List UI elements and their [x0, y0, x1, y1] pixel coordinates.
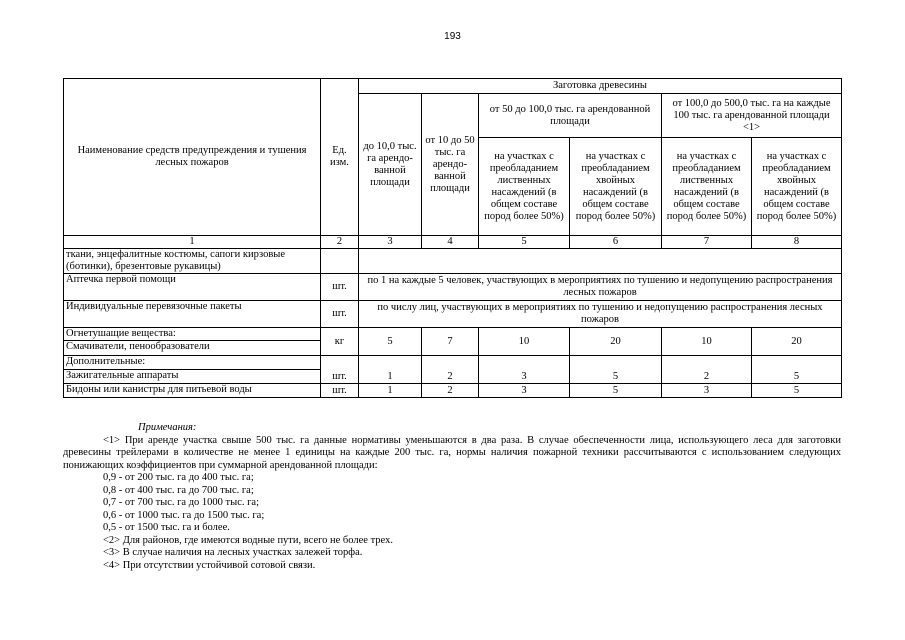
norms-table	[63, 78, 842, 398]
row-water-cans-value: 5	[570, 384, 662, 398]
coefficient-item: 0,8 - от 400 тыс. га до 700 тыс. га;	[103, 484, 254, 496]
notes-section	[63, 422, 841, 572]
row-wetting-agents-value: 7	[422, 328, 479, 356]
column-number: 1	[64, 236, 321, 249]
row-igniters-value: 1	[359, 356, 422, 384]
row-water-cans-value: 2	[422, 384, 479, 398]
row-igniters-value: 3	[479, 356, 570, 384]
header-col4: от 10 до 50 тыс. га арендо-ванной площади	[422, 94, 479, 236]
row-protective-gear-name: ткани, энцефалитные костюмы, сапоги кирзовые (ботинки), брезентовые рукавицы)	[64, 249, 321, 274]
header-col7: на участках с преобладанием лиственных насаждений (в общем составе пород более 50%)	[662, 138, 752, 236]
row-first-aid-name: Аптечка первой помощи	[64, 274, 321, 301]
row-water-cans-value: 3	[479, 384, 570, 398]
row-dressing-packs-unit: шт.	[321, 301, 359, 328]
column-number: 2	[321, 236, 359, 249]
header-col5: на участках с преобладанием лиственных насаждений (в общем составе пород более 50%)	[479, 138, 570, 236]
header-col3: до 10,0 тыс. га арендо-ванной площади	[359, 94, 422, 236]
row-protective-gear-value	[359, 249, 842, 274]
note-2: <2> Для районов, где имеются водные пути, всего не более трех.	[103, 534, 393, 546]
page-number: 193	[444, 31, 461, 42]
note-1: <1> При аренде участка свыше 500 тыс. га данные нормативы уменьшаются в два раза. В случае обеспеченности лица, использующего леса для заготовки древесины трейлерами в количестве не менее 1 единицы на каждые 200 тыс. га, нормы наличия пожарной техники рассчитываются с использованием следующих понижающих коэффициентов при суммарной арендованной площади:	[63, 434, 841, 471]
row-wetting-agents-value: 10	[662, 328, 752, 356]
header-col8: на участках с преобладанием хвойных насаждений (в общем составе пород более 50%)	[752, 138, 842, 236]
coefficient-item: 0,5 - от 1500 тыс. га и более.	[103, 522, 230, 533]
header-col1: Наименование средств предупреждения и тушения лесных пожаров	[64, 79, 321, 236]
row-igniters-value: 2	[422, 356, 479, 384]
header-group-100-500: от 100,0 до 500,0 тыс. га на каждые 100 тыс. га арендованной площади <1>	[662, 94, 842, 138]
column-number: 6	[570, 236, 662, 249]
row-dressing-packs-name: Индивидуальные перевязочные пакеты	[64, 301, 321, 328]
row-water-cans-value: 1	[359, 384, 422, 398]
row-wetting-agents-value: 10	[479, 328, 570, 356]
row-wetting-agents-value: 5	[359, 328, 422, 356]
column-number: 7	[662, 236, 752, 249]
column-number: 4	[422, 236, 479, 249]
coefficient-item: 0,7 - от 700 тыс. га до 1000 тыс. га;	[103, 497, 259, 508]
row-wetting-agents-name: Смачиватели, пенообразователи	[64, 341, 321, 356]
coefficient-item: 0,9 - от 200 тыс. га до 400 тыс. га;	[103, 472, 254, 483]
row-igniters-value: 2	[662, 356, 752, 384]
row-dressing-packs-value: по числу лиц, участвующих в мероприятиях по тушению и недопущению распространения лесных пожаров	[359, 301, 842, 328]
header-col2: Ед. изм.	[321, 79, 359, 236]
column-number: 8	[752, 236, 842, 249]
notes-title: Примечания:	[138, 422, 197, 433]
row-water-cans-name: Бидоны или канистры для питьевой воды	[64, 384, 321, 398]
row-first-aid-unit: шт.	[321, 274, 359, 301]
row-water-cans-unit: шт.	[321, 384, 359, 398]
header-group-title: Заготовка древесины	[359, 79, 842, 94]
row-first-aid-value: по 1 на каждые 5 человек, участвующих в мероприятиях по тушению и недопущению распространения лесных пожаров	[359, 274, 842, 301]
row-water-cans-value: 3	[662, 384, 752, 398]
column-number: 3	[359, 236, 422, 249]
row-igniters-value: 5	[570, 356, 662, 384]
column-number: 5	[479, 236, 570, 249]
row-igniters-value: 5	[752, 356, 842, 384]
row-extinguishing-agents-name: Огнетушащие вещества:	[64, 328, 321, 341]
note-3: <3> В случае наличия на лесных участках залежей торфа.	[103, 547, 363, 558]
row-wetting-agents-value: 20	[570, 328, 662, 356]
row-igniters-name: Зажигательные аппараты	[64, 370, 321, 384]
row-water-cans-value: 5	[752, 384, 842, 398]
row-wetting-agents-value: 20	[752, 328, 842, 356]
header-group-50-100: от 50 до 100,0 тыс. га арендованной площади	[479, 94, 662, 138]
row-additional-name: Дополнительные:	[64, 356, 321, 370]
note-4: <4> При отсутствии устойчивой сотовой связи.	[103, 559, 316, 571]
coefficient-item: 0,6 - от 1000 тыс. га до 1500 тыс. га;	[103, 509, 265, 521]
row-protective-gear-unit	[321, 249, 359, 274]
header-col6: на участках с преобладанием хвойных насаждений (в общем составе пород более 50%)	[570, 138, 662, 236]
row-wetting-agents-unit: кг	[321, 328, 359, 356]
row-igniters-unit: шт.	[321, 356, 359, 384]
